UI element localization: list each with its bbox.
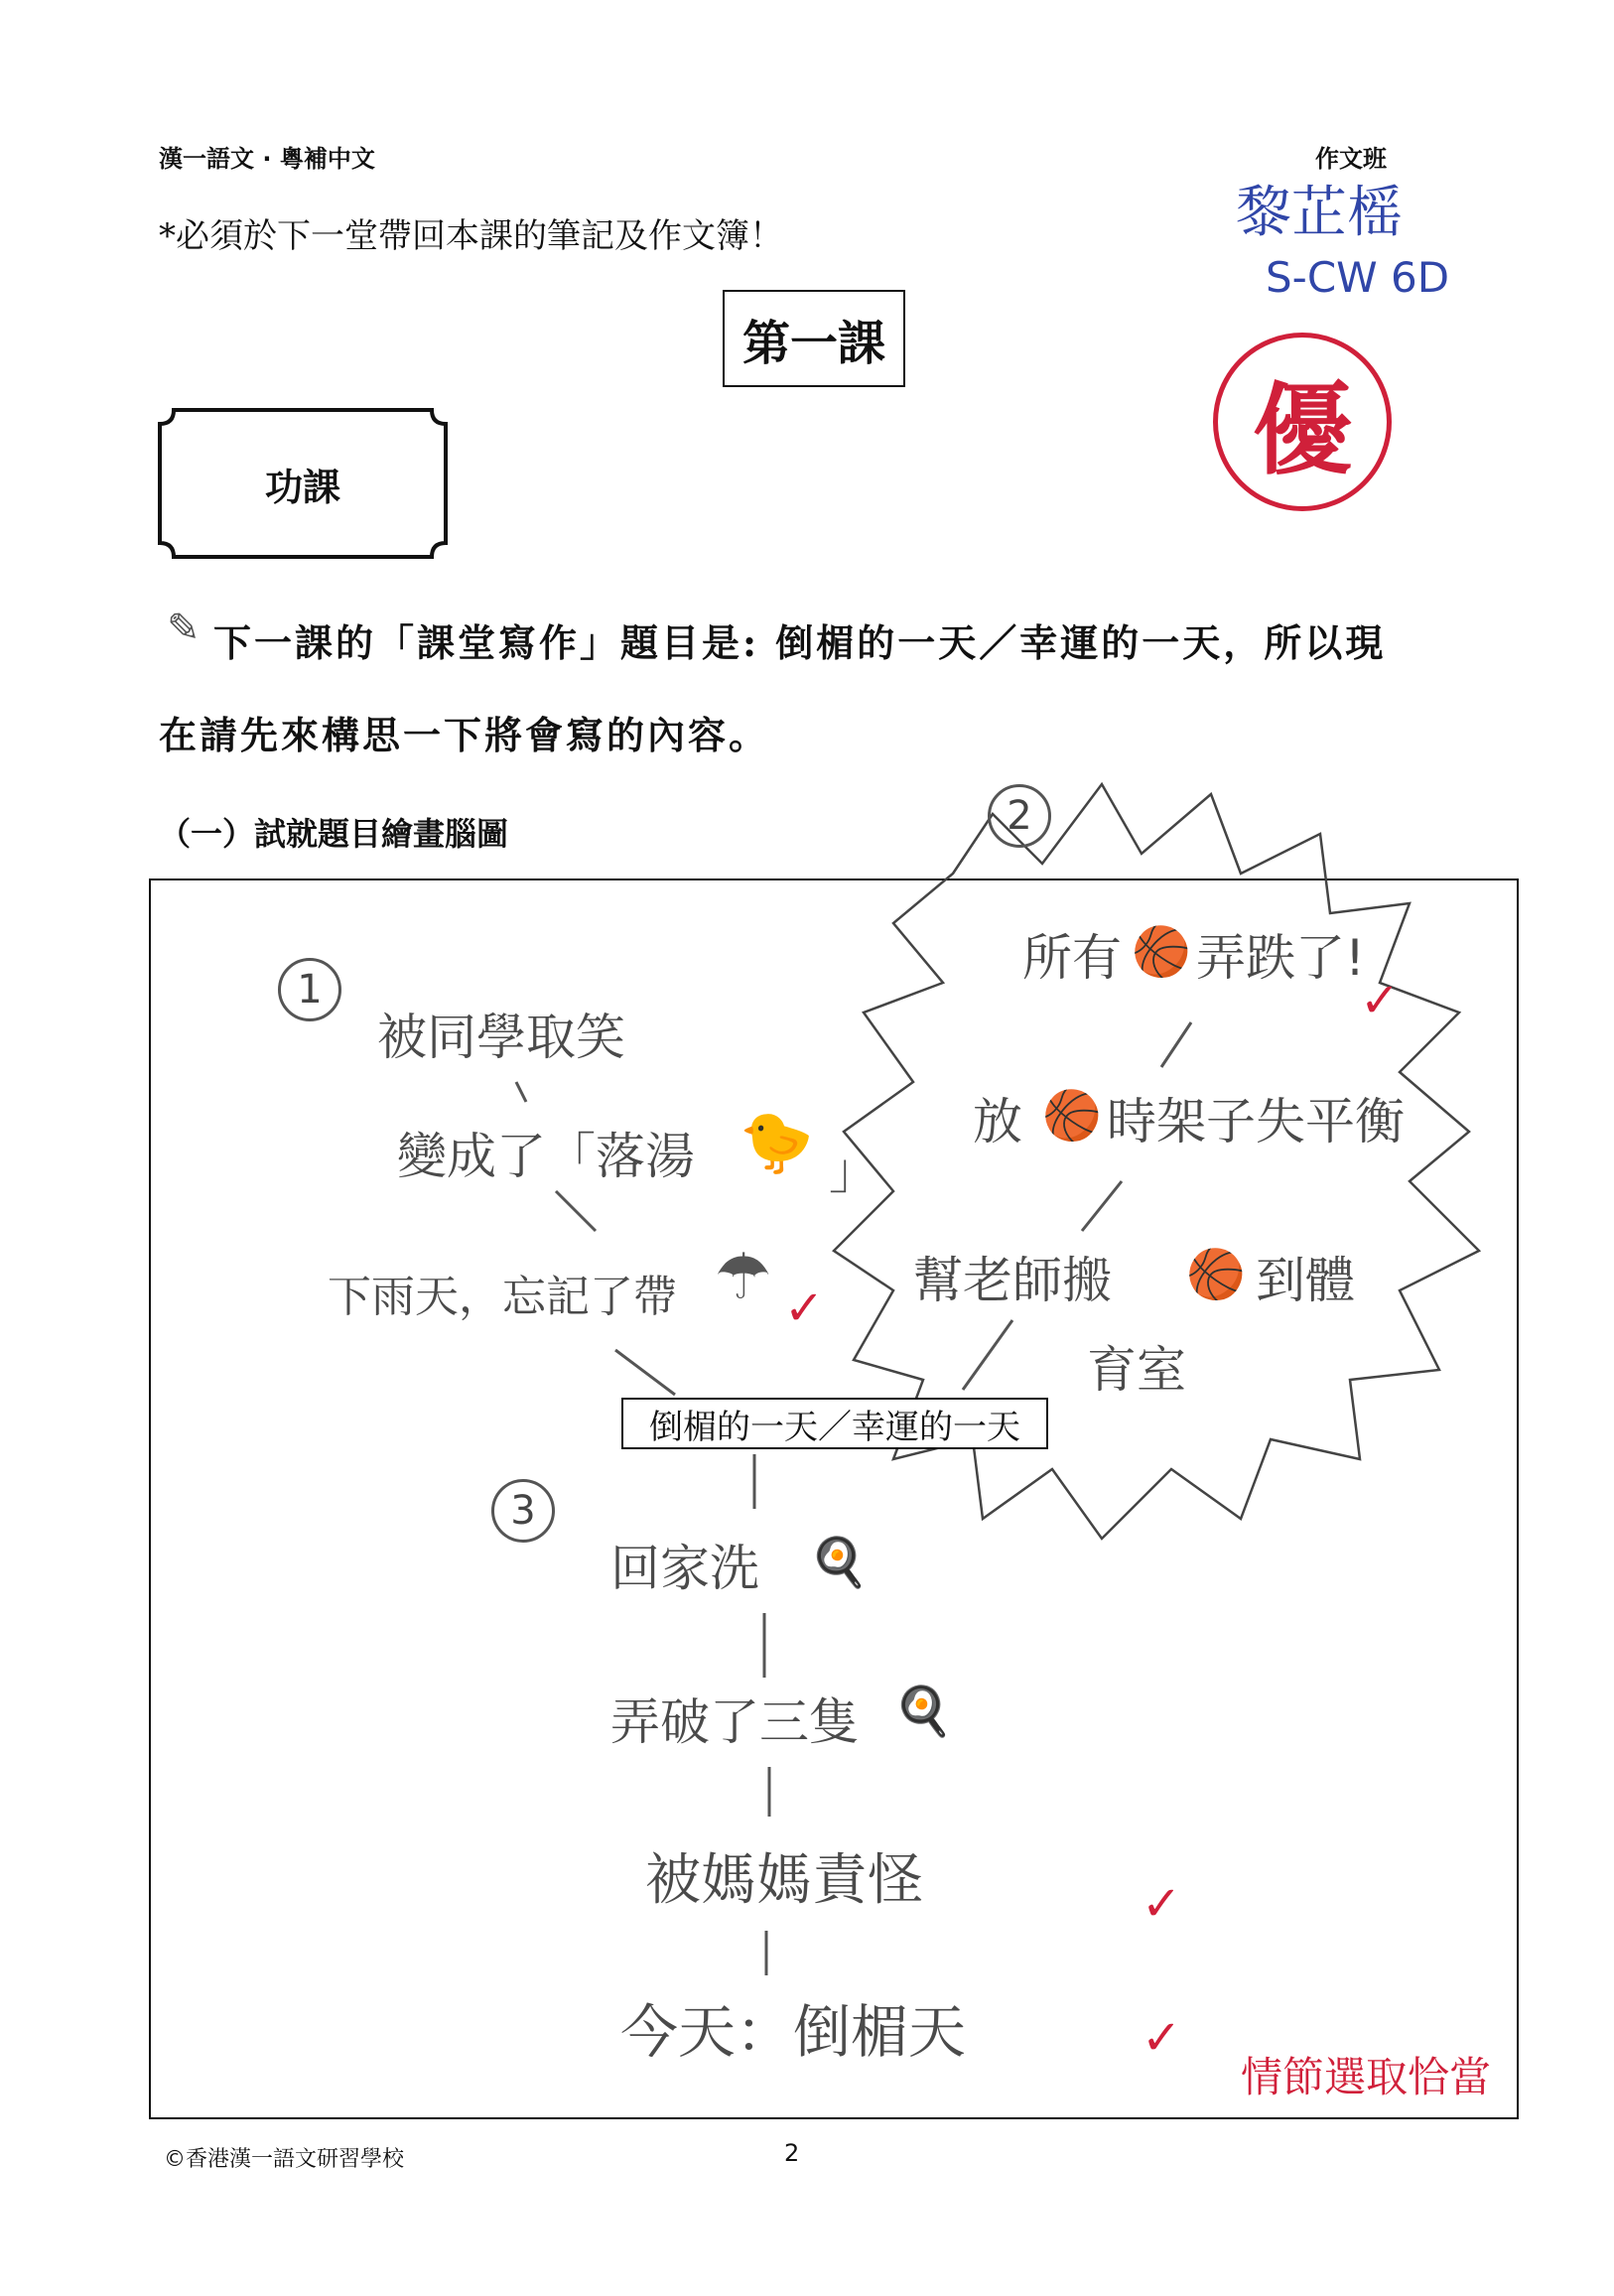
branch-2-item-4: 時架子失平衡 <box>1107 1093 1405 1150</box>
branch-3-item-1: 回家洗 <box>610 1540 759 1597</box>
pencil-icon: ✎ <box>167 606 201 651</box>
mindmap-center-topic: 倒楣的一天／幸運的一天 <box>621 1398 1048 1449</box>
check-mark-icon: ✓ <box>1142 2010 1182 2066</box>
branch-2-item-7: 育室 <box>1087 1341 1186 1399</box>
footer-copyright: ©香港漢一語文研習學校 <box>164 2147 405 2172</box>
check-mark-icon: ✓ <box>1360 973 1401 1028</box>
branch-2-number: 2 <box>988 784 1051 848</box>
check-mark-icon: ✓ <box>784 1281 825 1336</box>
branch-3-item-4: 今天：倒楣天 <box>620 1998 967 2066</box>
branch-1-item-3: 」 <box>829 1143 878 1200</box>
class-name: 作文班 <box>1315 145 1387 173</box>
branch-2-item-5: 幫老師搬 <box>913 1252 1112 1309</box>
basketball-icon: 🏀 <box>1042 1088 1102 1144</box>
branch-1-item-2: 變成了「落湯 <box>397 1128 695 1185</box>
branch-2-item-1: 所有 <box>1022 929 1122 987</box>
branch-2-item-3: 放 <box>973 1093 1022 1150</box>
branch-1-item-1: 被同學取笑 <box>377 1009 625 1066</box>
branch-2-item-2: 弄跌了! <box>1196 929 1366 987</box>
student-name: 黎芷榣 <box>1236 181 1403 245</box>
basketball-icon: 🏀 <box>1186 1247 1246 1302</box>
branch-3-item-2: 弄破了三隻 <box>610 1693 859 1751</box>
teacher-comment: 情節選取恰當 <box>1241 2053 1492 2101</box>
branch-1-item-4: 下雨天，忘記了帶 <box>328 1272 677 1322</box>
branch-3-number: 3 <box>491 1479 555 1543</box>
egg-icon: 🍳 <box>893 1684 953 1739</box>
student-class-code: S-CW 6D <box>1266 253 1450 302</box>
section-heading: （一）試就題目繪畫腦圖 <box>159 815 509 853</box>
homework-label: 功課 <box>264 465 340 509</box>
instruction-line-2: 在請先來構思一下將會寫的內容。 <box>159 713 770 757</box>
branch-3-item-3: 被媽媽責怪 <box>645 1848 923 1913</box>
instruction-line-1: 下一課的「課堂寫作」題目是: 倒楣的一天／幸運的一天，所以現 <box>213 620 1387 665</box>
basketball-icon: 🏀 <box>1132 924 1191 980</box>
umbrella-icon: ☂ <box>715 1241 772 1314</box>
branch-1-number: 1 <box>278 958 341 1021</box>
notice-text: *必須於下一堂帶回本課的筆記及作文簿！ <box>159 216 783 256</box>
lesson-title: 第一課 <box>723 290 905 387</box>
branch-2-item-6: 到體 <box>1256 1252 1355 1309</box>
chick-icon: 🐤 <box>740 1108 814 1177</box>
egg-icon: 🍳 <box>809 1535 869 1590</box>
course-header: 漢一語文 · 粵補中文 <box>159 145 375 173</box>
check-mark-icon: ✓ <box>1142 1876 1182 1932</box>
grade-stamp: 優 <box>1213 333 1392 511</box>
page-number: 2 <box>784 2139 800 2167</box>
